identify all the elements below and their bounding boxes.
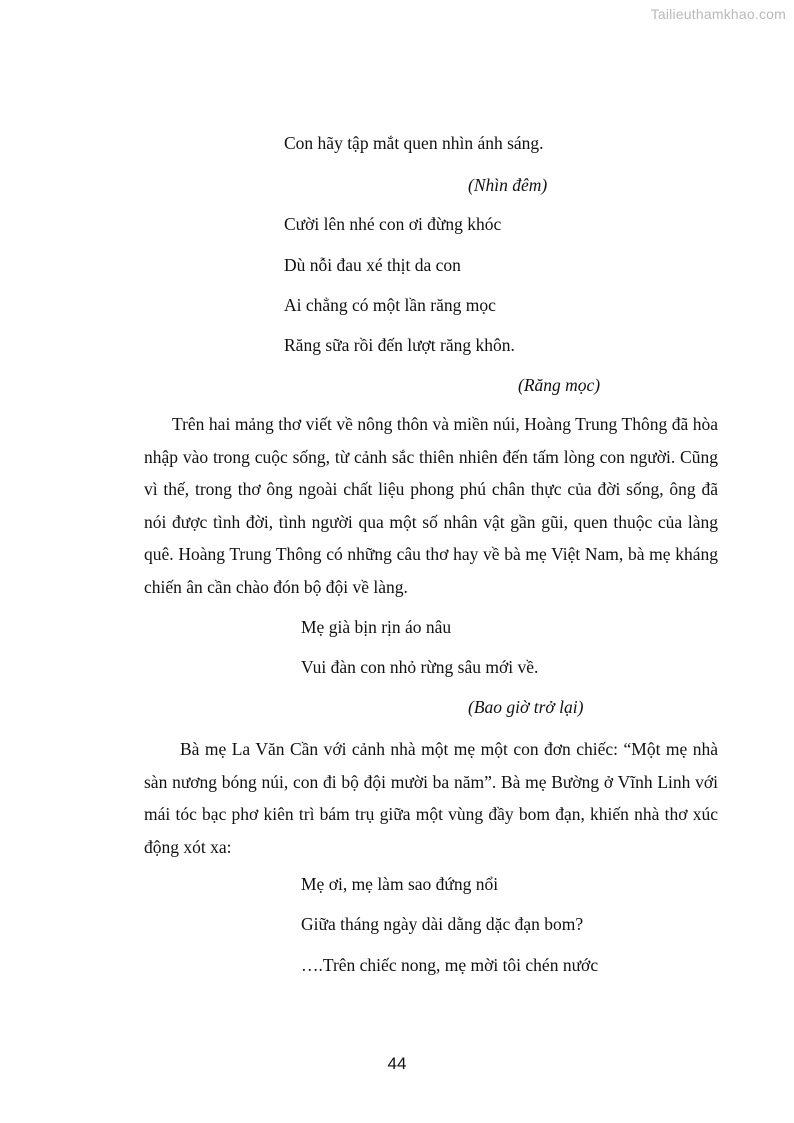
poem-line: ….Trên chiếc nong, mẹ mời tôi chén nước: [301, 955, 599, 975]
poem-line: Răng sữa rồi đến lượt răng khôn.: [284, 335, 515, 355]
poem-line: Giữa tháng ngày dài dằng dặc đạn bom?: [301, 914, 584, 934]
poem-source: (Nhìn đêm): [468, 175, 548, 195]
page-number: 44: [387, 1054, 407, 1073]
poem-source: (Răng mọc): [518, 375, 601, 395]
poem-line: Mẹ già bịn rịn áo nâu: [301, 617, 452, 637]
poem-line: Cười lên nhé con ơi đừng khóc: [284, 214, 502, 234]
poem-line: Ai chẳng có một lần răng mọc: [284, 295, 496, 315]
poem-line: Mẹ ơi, mẹ làm sao đứng nổi: [301, 874, 499, 894]
watermark: Tailieuthamkhao.com: [650, 6, 786, 22]
poem-line: Dù nỗi đau xé thịt da con: [284, 255, 461, 275]
poem-line: Vui đàn con nhỏ rừng sâu mới về.: [301, 657, 539, 677]
poem-source: (Bao giờ trở lại): [468, 697, 584, 717]
poem-line: Con hãy tập mắt quen nhìn ánh sáng.: [284, 133, 544, 153]
body-paragraph: Bà mẹ La Văn Cần với cảnh nhà một mẹ một con đơn chiếc: “Một mẹ nhà sàn nương bóng núi, con đi bộ đội mười ba năm”. Bà mẹ Bường ở Vĩnh Linh với mái tóc bạc phơ kiên trì bám trụ giữa một vùng đầy bom đạn, khiến nhà thơ xúc động xót xa:: [144, 739, 718, 857]
body-paragraph: Trên hai mảng thơ viết về nông thôn và miền núi, Hoàng Trung Thông đã hòa nhập vào trong cuộc sống, từ cảnh sắc thiên nhiên đến tấm lòng con người. Cũng vì thế, trong thơ ông ngoài chất liệu phong phú chân thực của đời sống, ông đã nói được tình đời, tình người qua một số nhân vật gần gũi, quen thuộc của làng quê. Hoàng Trung Thông có những câu thơ hay về bà mẹ Việt Nam, bà mẹ kháng chiến ân cần chào đón bộ đội về làng.: [144, 414, 718, 597]
